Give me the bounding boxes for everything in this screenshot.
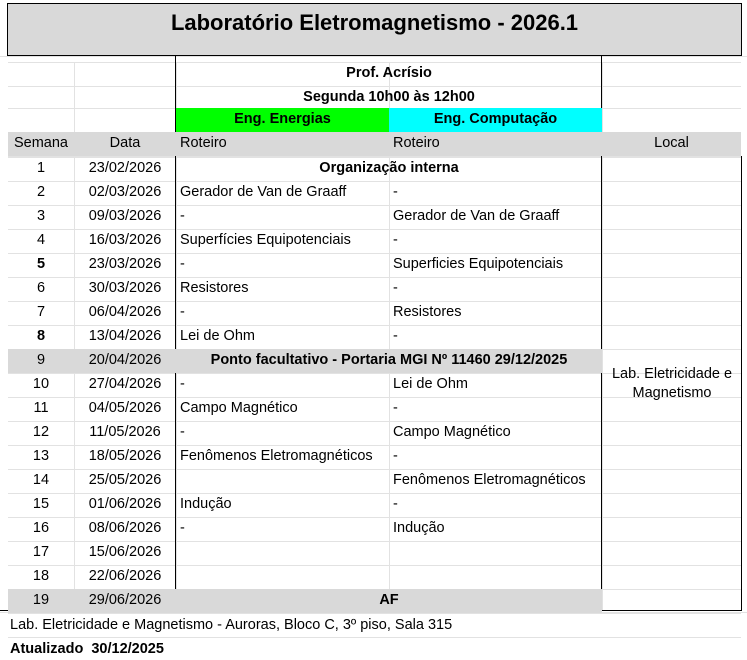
cell-roteiro-computacao: Gerador de Van de Graaff	[393, 208, 560, 224]
cell-roteiro-computacao: -	[393, 328, 398, 344]
cell-semana: 11	[33, 400, 49, 416]
cell-semana: 9	[36, 352, 46, 368]
cell-data: 16/03/2026	[88, 232, 162, 248]
cell-data: 13/04/2026	[88, 328, 162, 344]
cell-data: 04/05/2026	[88, 400, 162, 416]
cell-merged-activity: Ponto facultativo - Portaria MGI Nº 11460 29/12/2025	[210, 352, 568, 368]
cell-roteiro-computacao: Fenômenos Eletromagnéticos	[393, 472, 586, 488]
cell-data: 29/06/2026	[88, 592, 162, 608]
cell-roteiro-energias: -	[180, 304, 185, 320]
cell-data: 25/05/2026	[88, 472, 162, 488]
cell-data: 22/06/2026	[88, 568, 162, 584]
cell-roteiro-computacao: -	[393, 280, 398, 296]
header-roteiro-computacao: Roteiro	[389, 132, 602, 156]
cell-roteiro-energias: Campo Magnético	[180, 400, 298, 416]
cell-semana: 18	[32, 568, 50, 584]
cell-semana: 5	[36, 256, 46, 272]
cell-data: 30/03/2026	[88, 280, 162, 296]
group-eng-computacao: Eng. Computação	[389, 108, 602, 132]
cell-semana: 17	[32, 544, 50, 560]
cell-roteiro-energias: Fenômenos Eletromagnéticos	[180, 448, 373, 464]
header-local: Local	[602, 132, 741, 156]
cell-semana: 2	[36, 184, 46, 200]
cell-semana: 1	[36, 160, 46, 176]
schedule-label: Segunda 10h00 às 12h00	[303, 89, 475, 105]
cell-data: 09/03/2026	[88, 208, 162, 224]
local-value: Lab. Eletricidade e Magnetismo	[611, 366, 733, 401]
cell-semana: 6	[36, 280, 46, 296]
cell-roteiro-computacao: Campo Magnético	[393, 424, 511, 440]
cell-roteiro-computacao	[389, 565, 602, 589]
cell-roteiro-energias: -	[180, 256, 185, 272]
cell-merged-activity: Organização interna	[319, 160, 459, 176]
cell-roteiro-computacao: -	[393, 496, 398, 512]
cell-roteiro-energias: Gerador de Van de Graaff	[180, 184, 347, 200]
cell-data: 23/02/2026	[88, 160, 162, 176]
cell-data: 27/04/2026	[88, 376, 162, 392]
cell-roteiro-computacao: -	[393, 184, 398, 200]
cell-roteiro-computacao: Resistores	[393, 304, 462, 320]
cell-roteiro-energias: Superfícies Equipotenciais	[180, 232, 351, 248]
cell-merged-activity: AF	[379, 592, 399, 608]
cell-data: 02/03/2026	[88, 184, 162, 200]
cell-data: 18/05/2026	[88, 448, 162, 464]
header-data: Data	[74, 132, 176, 156]
page-title: Laboratório Eletromagnetismo - 2026.1	[8, 4, 741, 55]
cell-roteiro-energias: -	[180, 520, 185, 536]
cell-semana: 7	[36, 304, 46, 320]
footer-location: Lab. Eletricidade e Magnetismo - Auroras, Bloco C, 3º piso, Sala 315	[10, 617, 453, 633]
cell-data: 08/06/2026	[88, 520, 162, 536]
cell-roteiro-energias	[176, 541, 389, 565]
updated-label: Atualizado 30/12/2025	[10, 641, 164, 657]
cell-roteiro-energias	[176, 565, 389, 589]
professor-label: Prof. Acrísio	[346, 65, 432, 81]
cell-semana: 3	[36, 208, 46, 224]
cell-semana: 14	[32, 472, 50, 488]
cell-data: 01/06/2026	[88, 496, 162, 512]
cell-roteiro-computacao: -	[393, 448, 398, 464]
group-eng-energias: Eng. Energias	[176, 108, 389, 132]
cell-semana: 4	[36, 232, 46, 248]
cell-roteiro-computacao: Indução	[393, 520, 445, 536]
cell-data: 20/04/2026	[88, 352, 162, 368]
cell-semana: 15	[32, 496, 50, 512]
cell-semana: 16	[32, 520, 50, 536]
cell-roteiro-energias: -	[180, 376, 185, 392]
cell-roteiro-computacao: Lei de Ohm	[393, 376, 468, 392]
cell-roteiro-computacao	[389, 541, 602, 565]
cell-semana: 12	[32, 424, 50, 440]
cell-roteiro-energias: Lei de Ohm	[180, 328, 255, 344]
cell-data: 23/03/2026	[88, 256, 162, 272]
cell-roteiro-energias: Indução	[180, 496, 232, 512]
cell-roteiro-computacao: -	[393, 232, 398, 248]
cell-semana: 8	[36, 328, 46, 344]
cell-semana: 19	[32, 592, 50, 608]
cell-roteiro-energias	[176, 469, 389, 493]
cell-roteiro-computacao: Superficies Equipotenciais	[393, 256, 564, 272]
cell-roteiro-energias: Resistores	[180, 280, 249, 296]
cell-semana: 10	[32, 376, 50, 392]
cell-data: 15/06/2026	[88, 544, 162, 560]
cell-roteiro-computacao: -	[393, 400, 398, 416]
header-semana: Semana	[8, 132, 74, 156]
cell-data: 06/04/2026	[88, 304, 162, 320]
header-roteiro-energias: Roteiro	[176, 132, 389, 156]
cell-roteiro-energias: -	[180, 424, 185, 440]
cell-roteiro-energias: -	[180, 208, 185, 224]
cell-data: 11/05/2026	[89, 424, 161, 440]
cell-semana: 13	[32, 448, 50, 464]
